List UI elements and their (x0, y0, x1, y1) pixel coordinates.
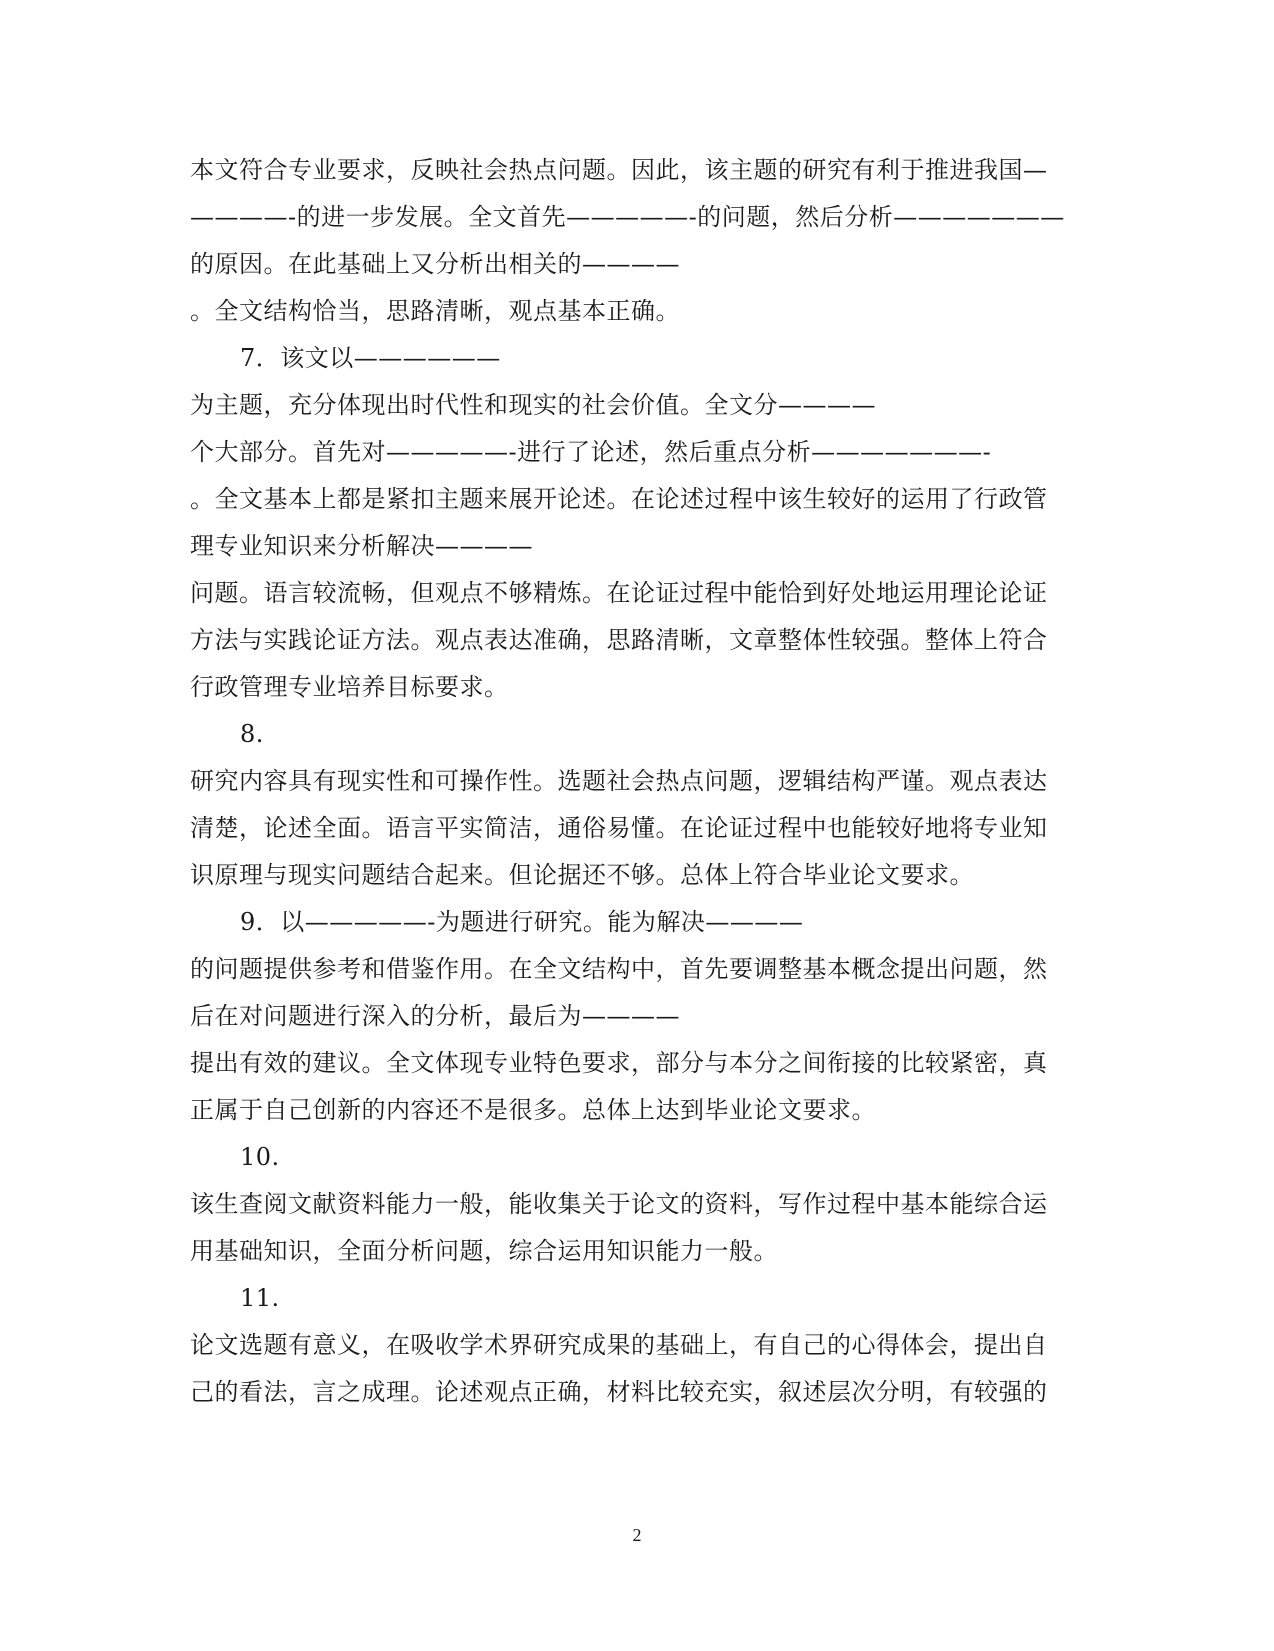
list-item-number-8: 8. (240, 720, 264, 748)
list-item-number-9: 9．以—————-为题进行研究。能为解决———— (240, 908, 804, 936)
text-line: 方法与实践论证方法。观点表达准确，思路清晰，文章整体性较强。整体上符合 (190, 626, 1048, 654)
text-line: 用基础知识，全面分析问题，综合运用知识能力一般。 (190, 1237, 778, 1265)
text-line: 该生查阅文献资料能力一般，能收集关于论文的资料，写作过程中基本能综合运 (190, 1190, 1048, 1218)
text-line: 提出有效的建议。全文体现专业特色要求，部分与本分之间衔接的比较紧密，真 (190, 1049, 1048, 1077)
text-line: 。全文基本上都是紧扣主题来展开论述。在论述过程中该生较好的运用了行政管 (190, 485, 1048, 513)
text-line: 识原理与现实问题结合起来。但论据还不够。总体上符合毕业论文要求。 (190, 861, 974, 889)
text-line: 本文符合专业要求，反映社会热点问题。因此，该主题的研究有利于推进我国— (190, 156, 1048, 184)
text-line: 问题。语言较流畅，但观点不够精炼。在论证过程中能恰到好处地运用理论论证 (190, 579, 1048, 607)
text-line: 后在对问题进行深入的分析，最后为———— (190, 1002, 680, 1030)
text-line: ————-的进一步发展。全文首先—————-的问题，然后分析——————— (190, 203, 1065, 231)
list-item-number-11: 11. (240, 1284, 280, 1312)
text-line: 理专业知识来分析解决———— (190, 532, 533, 560)
page-number: 2 (632, 1525, 642, 1545)
text-line: 个大部分。首先对—————-进行了论述，然后重点分析———————- (190, 438, 992, 466)
text-line: 的问题提供参考和借鉴作用。在全文结构中，首先要调整基本概念提出问题，然 (190, 955, 1048, 983)
text-line: 行政管理专业培养目标要求。 (190, 673, 509, 701)
list-item-number-10: 10. (240, 1143, 280, 1171)
text-line: 的原因。在此基础上又分析出相关的———— (190, 250, 680, 278)
text-line: 正属于自己创新的内容还不是很多。总体上达到毕业论文要求。 (190, 1096, 876, 1124)
text-line: 清楚，论述全面。语言平实简洁，通俗易懂。在论证过程中也能较好地将专业知 (190, 814, 1048, 842)
list-item-number-7: 7．该文以—————— (240, 344, 501, 372)
text-line: 。全文结构恰当，思路清晰，观点基本正确。 (190, 297, 680, 325)
text-line: 己的看法，言之成理。论述观点正确，材料比较充实，叙述层次分明，有较强的 (190, 1378, 1048, 1406)
text-line: 为主题，充分体现出时代性和现实的社会价值。全文分———— (190, 391, 876, 419)
text-line: 研究内容具有现实性和可操作性。选题社会热点问题，逻辑结构严谨。观点表达 (190, 767, 1048, 795)
text-line: 论文选题有意义，在吸收学术界研究成果的基础上，有自己的心得体会，提出自 (190, 1331, 1048, 1359)
